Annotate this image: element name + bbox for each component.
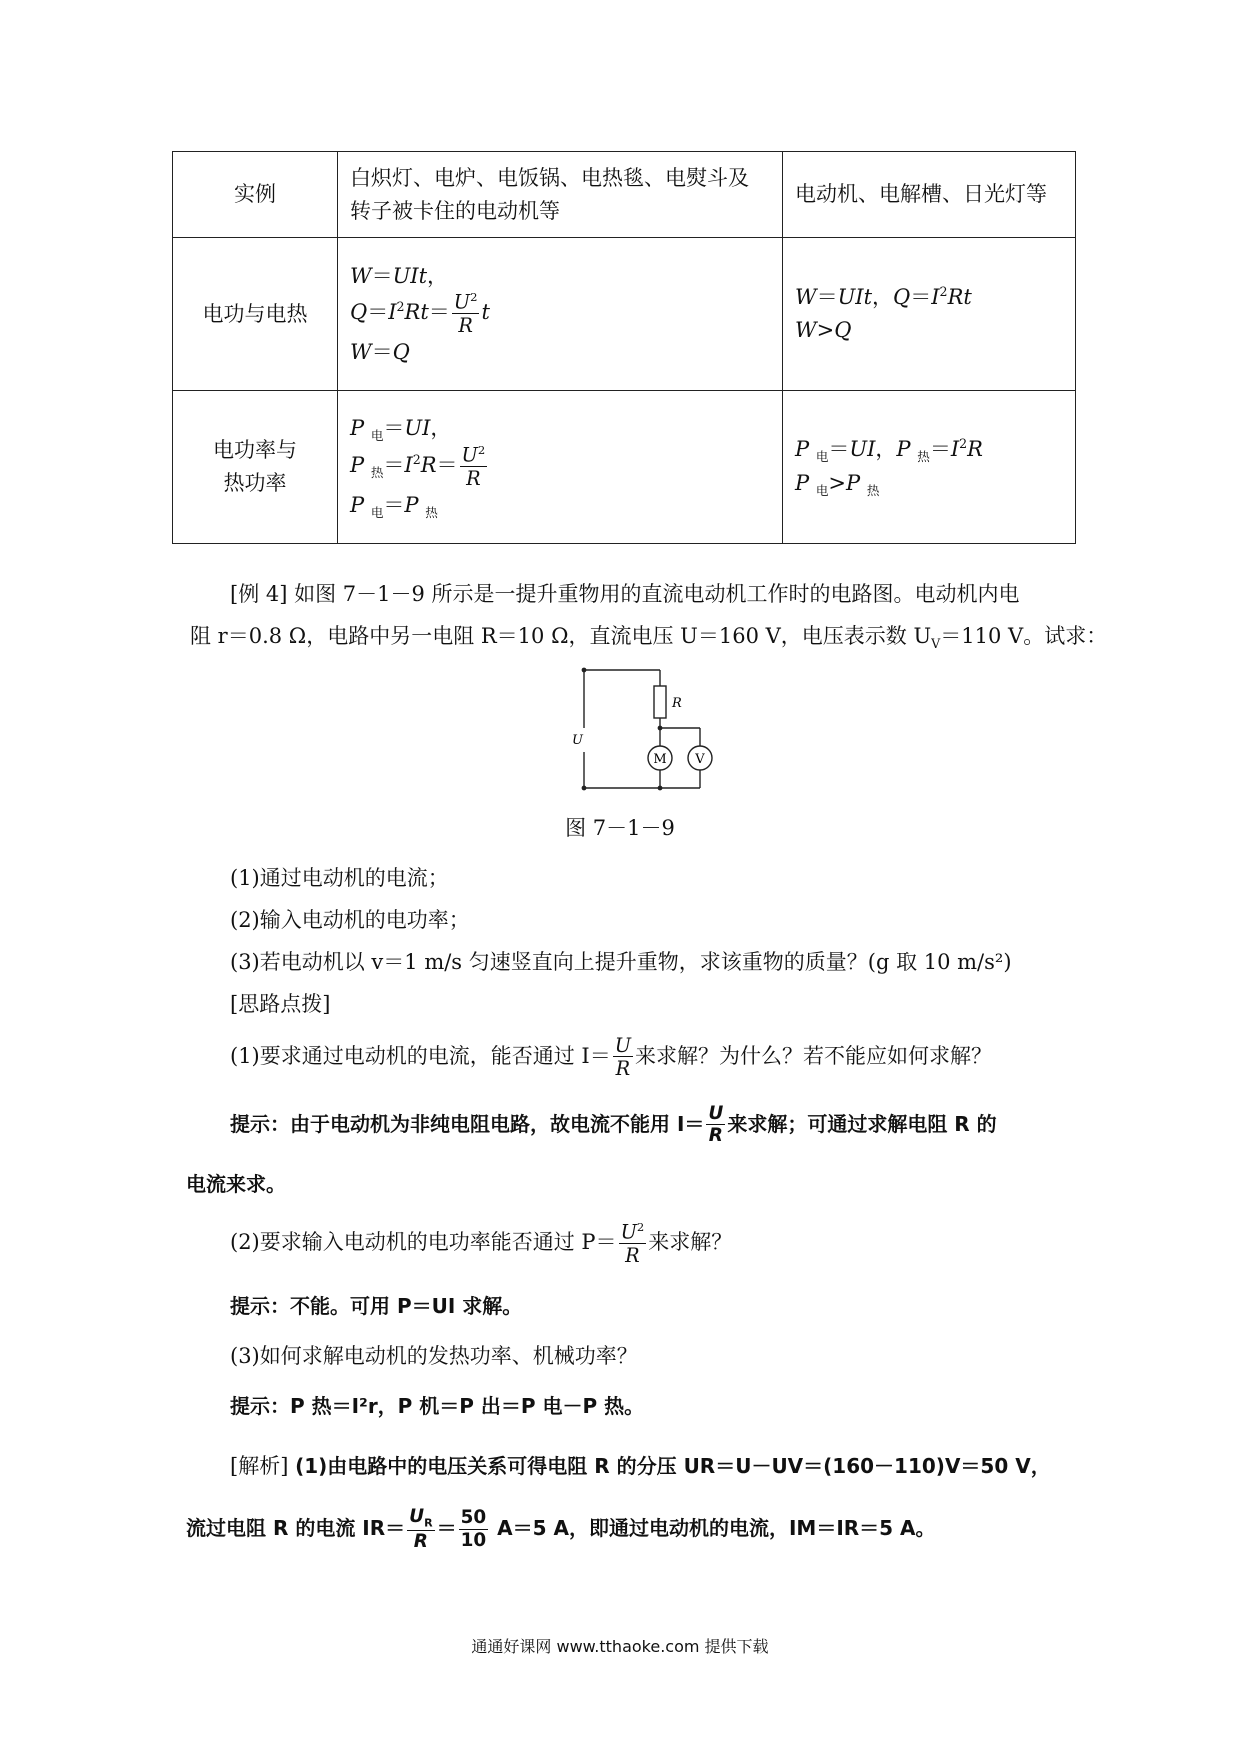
formula-line: W＝UIt，$Q=I^2Rt$	[795, 284, 972, 310]
cell-line: 白炽灯、电炉、电饭锅、电热毯、电熨斗及	[350, 165, 749, 190]
pure-power-formulas	[338, 391, 783, 544]
hint-1	[230, 1105, 997, 1146]
cell-line: 电功率与	[213, 438, 297, 463]
fraction-denominator: 10	[460, 1529, 487, 1551]
fraction: $\frac{U}{R}$	[708, 1103, 724, 1147]
text-run: (1)要求通过电动机的电流，能否通过 I＝	[230, 1043, 611, 1068]
nonpure-power-formulas	[783, 391, 1076, 544]
cell-line: 转子被卡住的电动机等	[350, 198, 560, 223]
circuit-diagram	[568, 664, 718, 800]
fraction-numerator: 50	[460, 1507, 487, 1529]
fraction: $\frac{U_R}{R}$	[409, 1506, 433, 1552]
hint-3: 提示：P 热＝I²r，P 机＝P 出＝P 电－P 热。	[230, 1394, 645, 1418]
page-footer: 通通好课网 www.tthaoke.com 提供下载	[471, 1637, 769, 1656]
text-run: 来求解；可通过求解电阻 R 的	[727, 1111, 997, 1136]
solution-line-1	[230, 1450, 1051, 1484]
formula-line: P $_电$＝UI，P $_热=I^2R$	[795, 436, 983, 465]
formula-line: P $_电$>P $_热$	[795, 471, 880, 499]
motor-symbol: M	[653, 752, 667, 767]
pure-resistor-examples	[338, 152, 783, 238]
thinking-header: [思路点拨]	[230, 992, 331, 1016]
question-3: (3)若电动机以 v＝1 m/s 匀速竖直向上提升重物，求该重物的质量？(g 取 10 m/s²)	[230, 950, 1012, 974]
text-run: (2)要求输入电动机的电功率能否通过 P＝	[230, 1230, 617, 1255]
question-1: (1)通过电动机的电流；	[230, 866, 449, 890]
figure-caption: 图 7－1－9	[565, 816, 675, 840]
text-run: 来求解？为什么？若不能应如何求解？	[635, 1043, 992, 1068]
fraction	[459, 1509, 489, 1550]
fraction: $\frac{U}{R}$	[614, 1034, 631, 1081]
subscript: V	[931, 636, 941, 652]
nonpure-work-heat-formulas	[783, 238, 1076, 391]
resistor-label: R	[672, 696, 682, 711]
row-label-work-heat: 电功与电热	[173, 238, 338, 391]
voltmeter-symbol: V	[695, 752, 705, 767]
example-label: [例 4]	[230, 582, 288, 606]
hint-1-continued: 电流来求。	[186, 1172, 286, 1196]
formula-line: W＝Q	[350, 339, 410, 364]
example-line-1	[230, 578, 1020, 612]
example-line-2	[190, 620, 1107, 654]
nonpure-resistor-examples: 电动机、电解槽、日光灯等	[783, 152, 1076, 238]
text-run: 来求解？	[648, 1230, 733, 1255]
text-run: 流过电阻 R 的电流 IR＝	[186, 1516, 406, 1541]
cell-line: 热功率	[223, 471, 287, 495]
text-run: (1)由电路中的电压关系可得电阻 R 的分压 UR＝U－UV＝(160－110)V＝50 V，	[295, 1454, 1051, 1478]
voltage-label: U	[572, 733, 583, 748]
comparison-table	[172, 151, 1076, 544]
example-text: 阻 r＝0.8 Ω，电路中另一电阻 R＝10 Ω，直流电压 U＝160 V，电压表示数 U	[190, 624, 932, 648]
text-run: ＝	[436, 1516, 457, 1541]
thinking-q2	[230, 1222, 732, 1265]
fraction: $\frac{U^2}{R}$	[620, 1220, 645, 1267]
solution-label: [解析]	[230, 1454, 289, 1478]
solution-line-2	[186, 1508, 936, 1551]
formula-line: $Q=I^2Rt=$ $\frac{U^2}{R}$ t	[350, 290, 490, 338]
formula-line: P $_电$＝UI，	[350, 415, 452, 443]
table-row	[173, 238, 1076, 391]
fraction: $\frac{U^2}{R}$	[461, 443, 486, 491]
formula-line: P $_热=I^2R=$ $\frac{U^2}{R}$	[350, 443, 486, 491]
fraction: $\frac{U^2}{R}$	[453, 290, 478, 338]
text-run: 提示：由于电动机为非纯电阻电路，故电流不能用 I＝	[230, 1111, 705, 1136]
pure-work-heat-formulas	[338, 238, 783, 391]
formula-line: W＝UIt，	[350, 263, 449, 288]
row-label-power	[173, 391, 338, 544]
text-run: A＝5 A，即通过电动机的电流，IM＝IR＝5 A。	[490, 1516, 936, 1541]
hint-2: 提示：不能。可用 P＝UI 求解。	[230, 1294, 523, 1318]
example-text: ＝110 V。试求：	[940, 624, 1108, 648]
question-2: (2)输入电动机的电功率；	[230, 908, 470, 932]
table-row	[173, 391, 1076, 544]
row-label-example: 实例	[173, 152, 338, 238]
formula-line: P $_电$＝P $_热$	[350, 492, 438, 520]
formula-line: W>Q	[795, 318, 852, 342]
thinking-q3: (3)如何求解电动机的发热功率、机械功率？	[230, 1344, 638, 1368]
table-row	[173, 152, 1076, 238]
example-text: 如图 7－1－9 所示是一提升重物用的直流电动机工作时的电路图。电动机内电	[294, 582, 1020, 606]
thinking-q1	[230, 1036, 992, 1079]
